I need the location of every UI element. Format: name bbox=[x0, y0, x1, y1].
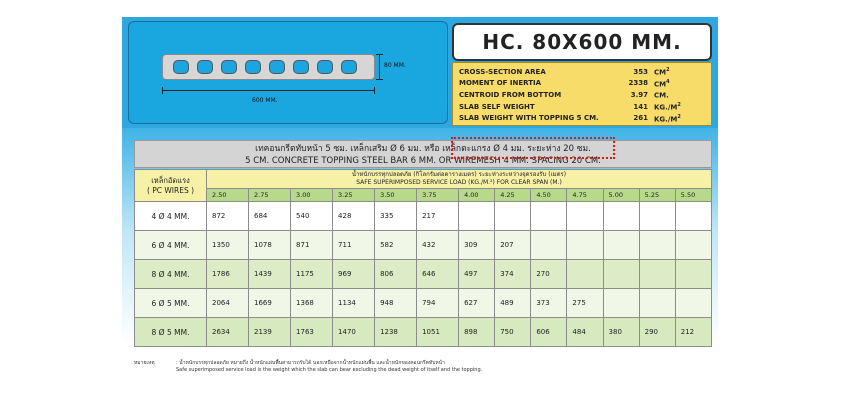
load-cell: 627 bbox=[459, 289, 495, 318]
load-cell: 806 bbox=[375, 260, 417, 289]
core-hole bbox=[173, 60, 189, 74]
load-cell: 335 bbox=[375, 202, 417, 231]
wire-label: 4 Ø 4 MM. bbox=[135, 202, 207, 231]
load-cell: 1051 bbox=[417, 318, 459, 347]
load-cell: 432 bbox=[417, 231, 459, 260]
span-header-cell: 3.25 bbox=[333, 189, 375, 202]
property-row bbox=[459, 78, 705, 90]
load-cell: 1134 bbox=[333, 289, 375, 318]
load-cell: 1368 bbox=[291, 289, 333, 318]
load-cell: 497 bbox=[459, 260, 495, 289]
load-cell: 872 bbox=[207, 202, 249, 231]
footnote-label: หมายเหตุ bbox=[134, 360, 155, 366]
load-cell bbox=[639, 231, 675, 260]
load-cell: 1763 bbox=[291, 318, 333, 347]
wire-label: 6 Ø 4 MM. bbox=[135, 231, 207, 260]
topping-header bbox=[134, 140, 712, 168]
load-cell bbox=[531, 202, 567, 231]
load-cell: 207 bbox=[495, 231, 531, 260]
height-dimension-label: 80 MM. bbox=[384, 62, 406, 69]
load-cell: 428 bbox=[333, 202, 375, 231]
table-row bbox=[135, 202, 712, 231]
load-cell: 2139 bbox=[249, 318, 291, 347]
load-cell: 1470 bbox=[333, 318, 375, 347]
load-cell bbox=[639, 260, 675, 289]
load-cell bbox=[567, 231, 603, 260]
pc-wires-header: เหล็กอัดแรง ( PC WIRES ) bbox=[135, 170, 207, 202]
height-dimension-line bbox=[379, 54, 380, 80]
property-unit: $CM^4$ bbox=[654, 78, 670, 89]
load-cell: 373 bbox=[531, 289, 567, 318]
load-cell: 1439 bbox=[249, 260, 291, 289]
property-name: CENTROID FROM BOTTOM bbox=[459, 90, 562, 99]
wire-label: 6 Ø 5 MM. bbox=[135, 289, 207, 318]
load-cell: 217 bbox=[417, 202, 459, 231]
core-hole bbox=[341, 60, 357, 74]
load-cell: 2634 bbox=[207, 318, 249, 347]
load-cell: 684 bbox=[249, 202, 291, 231]
table-row bbox=[135, 318, 712, 347]
property-value: 353 bbox=[633, 67, 648, 76]
load-cell: 1175 bbox=[291, 260, 333, 289]
span-header-cell: 3.50 bbox=[375, 189, 417, 202]
load-cell: 646 bbox=[417, 260, 459, 289]
load-cell bbox=[459, 202, 495, 231]
load-cell: 489 bbox=[495, 289, 531, 318]
load-cell bbox=[567, 202, 603, 231]
load-cell bbox=[675, 260, 711, 289]
property-name: SLAB WEIGHT WITH TOPPING 5 CM. bbox=[459, 114, 599, 123]
load-cell: 1078 bbox=[249, 231, 291, 260]
property-name: SLAB SELF WEIGHT bbox=[459, 102, 535, 111]
load-cell: 750 bbox=[495, 318, 531, 347]
property-unit: $KG./M^2$ bbox=[654, 101, 681, 112]
load-cell bbox=[603, 202, 639, 231]
span-header-cell: 2.50 bbox=[207, 189, 249, 202]
core-hole bbox=[269, 60, 285, 74]
topping-header-thai: เทคอนกรีตทับหน้า 5 ซม. เหล็กเสริม Ø 6 มม. หรือ เหล็กตะแกรง Ø 4 มม. ระยะห่าง 20 ซม. bbox=[255, 144, 591, 154]
load-cell: 1669 bbox=[249, 289, 291, 318]
property-name: MOMENT OF INERTIA bbox=[459, 79, 542, 88]
span-header-cell: 3.75 bbox=[417, 189, 459, 202]
load-cell bbox=[531, 231, 567, 260]
table-row bbox=[135, 289, 712, 318]
span-header-cell: 5.25 bbox=[639, 189, 675, 202]
load-cell: 1786 bbox=[207, 260, 249, 289]
load-cell: 540 bbox=[291, 202, 333, 231]
wire-label: 8 Ø 5 MM. bbox=[135, 318, 207, 347]
load-cell bbox=[495, 202, 531, 231]
span-header-cell: 5.50 bbox=[675, 189, 711, 202]
property-row bbox=[459, 66, 705, 78]
load-header: น้ำหนักบรรทุกปลอดภัย (กิโลกรัมต่อตารางเมตร) ระยะห่างระหว่างจุดรองรับ (เมตร) SAFE SUPERIMPOSED SERVICE LOAD (KG./M.²) FOR CLEAR SPAN (M.) bbox=[207, 170, 712, 189]
load-cell: 2064 bbox=[207, 289, 249, 318]
core-hole bbox=[317, 60, 333, 74]
load-cell bbox=[603, 231, 639, 260]
footnote-text: : น้ำหนักบรรทุกปลอดภัย หมายถึง น้ำหนักแผ่นพื้นสามารถรับได้ นอกเหนือจากน้ำหนักแผ่นพื้น และน้ำหนักของคอนกรีตทับหน้า Safe superimposed service load is the weight which the slab can bear excluding the dead weight of itself and the topping. bbox=[176, 360, 483, 373]
load-cell: 606 bbox=[531, 318, 567, 347]
span-header-cell: 4.25 bbox=[495, 189, 531, 202]
core-hole bbox=[293, 60, 309, 74]
table-row bbox=[135, 231, 712, 260]
load-table bbox=[134, 169, 712, 347]
load-cell bbox=[603, 260, 639, 289]
load-cell bbox=[603, 289, 639, 318]
property-unit: $CM^2$ bbox=[654, 67, 670, 77]
load-cell: 380 bbox=[603, 318, 639, 347]
load-cell bbox=[639, 289, 675, 318]
core-hole bbox=[197, 60, 213, 74]
load-cell bbox=[675, 231, 711, 260]
hollow-core-slab-drawing bbox=[162, 54, 375, 80]
span-header-cell: 4.75 bbox=[567, 189, 603, 202]
property-unit: $KG./M^2$ bbox=[654, 113, 681, 123]
load-cell: 374 bbox=[495, 260, 531, 289]
property-value: 3.97 bbox=[630, 90, 648, 99]
property-row bbox=[459, 112, 705, 124]
load-cell: 270 bbox=[531, 260, 567, 289]
section-properties bbox=[452, 62, 712, 126]
property-value: 261 bbox=[633, 114, 648, 123]
property-row bbox=[459, 89, 705, 101]
load-cell: 275 bbox=[567, 289, 603, 318]
load-cell: 1238 bbox=[375, 318, 417, 347]
property-name: CROSS-SECTION AREA bbox=[459, 67, 546, 76]
span-header-cell: 4.50 bbox=[531, 189, 567, 202]
table-row bbox=[135, 260, 712, 289]
load-cell bbox=[567, 260, 603, 289]
load-cell: 290 bbox=[639, 318, 675, 347]
core-hole bbox=[221, 60, 237, 74]
span-header-cell: 2.75 bbox=[249, 189, 291, 202]
load-cell: 794 bbox=[417, 289, 459, 318]
load-cell bbox=[675, 202, 711, 231]
width-dimension-line bbox=[162, 90, 375, 91]
span-header-cell: 5.00 bbox=[603, 189, 639, 202]
load-cell: 948 bbox=[375, 289, 417, 318]
load-cell: 711 bbox=[333, 231, 375, 260]
span-header-cell: 3.00 bbox=[291, 189, 333, 202]
load-cell: 871 bbox=[291, 231, 333, 260]
load-cell: 1350 bbox=[207, 231, 249, 260]
load-cell bbox=[675, 289, 711, 318]
wire-label: 8 Ø 4 MM. bbox=[135, 260, 207, 289]
width-dimension-label: 600 MM. bbox=[252, 97, 278, 104]
property-value: 2338 bbox=[628, 79, 648, 88]
highlight-marker bbox=[451, 137, 615, 159]
property-unit: CM. bbox=[654, 91, 669, 100]
topping-header-english: 5 CM. CONCRETE TOPPING STEEL BAR 6 MM. OR WIREMESH 4 MM. SPACING 20 CM. bbox=[245, 156, 601, 166]
load-cell: 212 bbox=[675, 318, 711, 347]
load-cell: 898 bbox=[459, 318, 495, 347]
load-cell: 309 bbox=[459, 231, 495, 260]
load-cell: 582 bbox=[375, 231, 417, 260]
property-value: 141 bbox=[633, 102, 648, 111]
load-cell: 969 bbox=[333, 260, 375, 289]
load-cell: 484 bbox=[567, 318, 603, 347]
core-hole bbox=[245, 60, 261, 74]
property-row bbox=[459, 101, 705, 113]
span-header-cell: 4.00 bbox=[459, 189, 495, 202]
load-cell bbox=[639, 202, 675, 231]
product-title: HC. 80X600 MM. bbox=[452, 23, 712, 61]
